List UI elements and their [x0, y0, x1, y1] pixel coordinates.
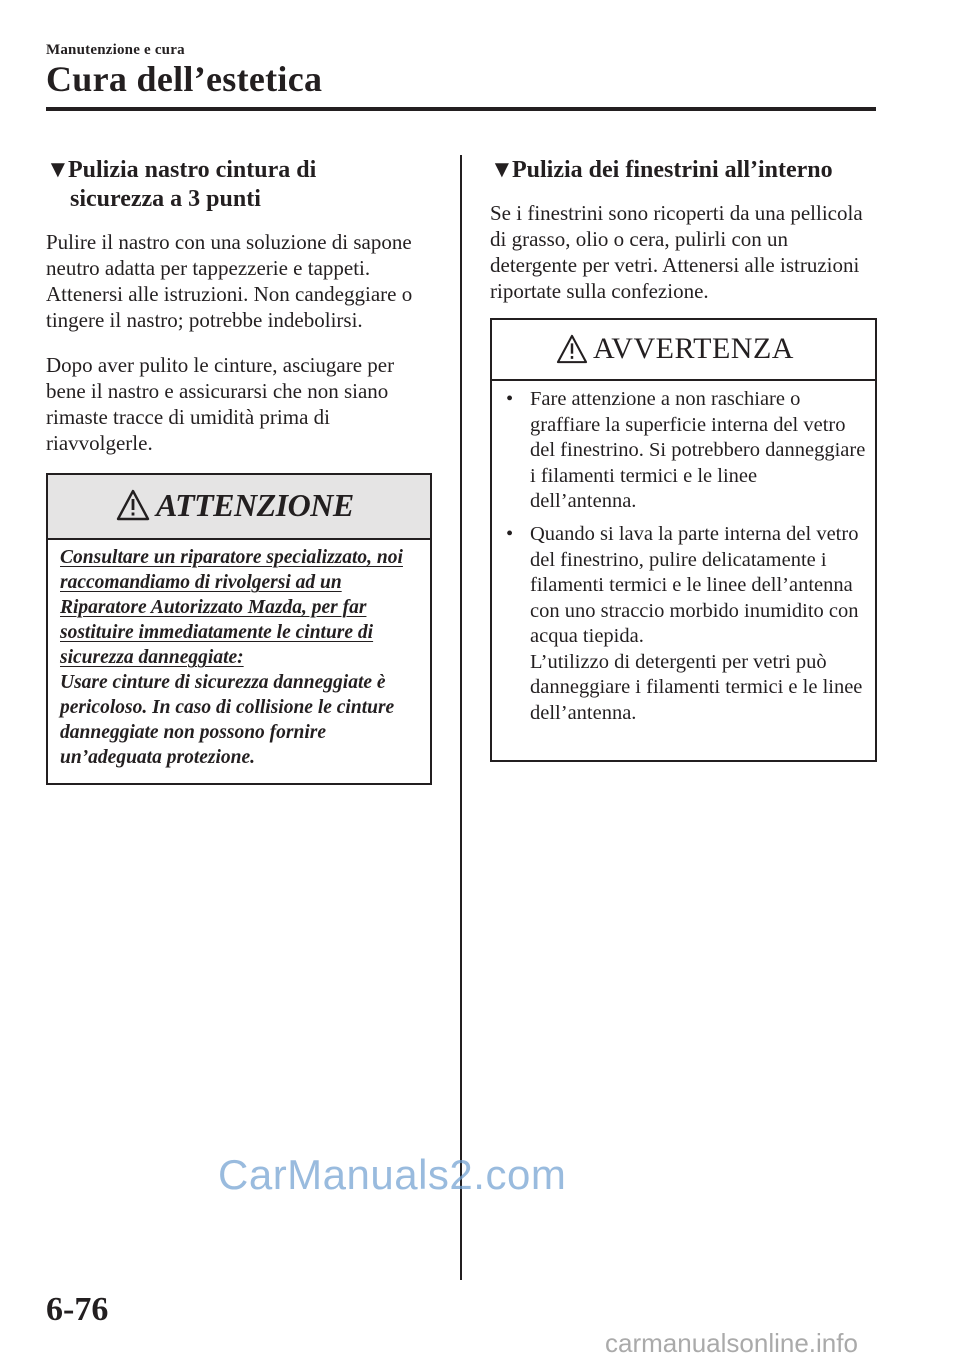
- caution-body: [60, 545, 422, 770]
- warning-title: AVVERTENZA: [593, 332, 794, 365]
- paragraph-windows-cleaning: Se i finestrini sono ricoperti da una pellicola di grasso, olio o cera, pulirli con un detergente per vetri. Attenersi alle istruzioni riportate sulla confezione.: [490, 201, 863, 303]
- heading-text: Pulizia dei finestrini all’interno: [512, 157, 833, 183]
- warning-list-item: [506, 387, 866, 515]
- caution-header: [48, 475, 430, 540]
- heading-marker-icon: ▼: [46, 157, 70, 183]
- heading-marker-icon: ▼: [490, 157, 514, 183]
- section-label: Manutenzione e cura: [46, 42, 185, 58]
- warning-triangle-icon: [116, 489, 150, 521]
- caution-text: Usare cinture di sicurezza danneggiate è pericoloso. In caso di collisione le cinture danneggiate non possono fornire un’adeguata protezione.: [60, 672, 395, 768]
- page-number: 6-76: [46, 1291, 109, 1328]
- warning-item-text: Fare attenzione a non raschiare o graffiare la superficie interna del vetro del finestrino. Si potrebbero danneggiare i filamenti termici e le linee dell’antenna.: [530, 388, 866, 512]
- heading-line-2: sicurezza a 3 punti: [70, 186, 261, 212]
- caution-box: [46, 473, 432, 785]
- caution-underlined-text: Consultare un riparatore specializzato, noi raccomandiamo di rivolgersi ad un Riparatore Autorizzato Mazda, per far sostituire immediatamente le cinture di sicurezza danneggiate:: [60, 547, 403, 668]
- footer-site-watermark: carmanualsonline.info: [605, 1328, 858, 1358]
- warning-item-text-continued: L’utilizzo di detergenti per vetri può danneggiare i filamenti termici e le linee dell’antenna.: [530, 650, 863, 724]
- watermark-logo: CarManuals2.com: [218, 1151, 567, 1198]
- column-divider: [460, 155, 462, 1280]
- paragraph-seatbelt-drying: Dopo aver pulito le cinture, asciugare per bene il nastro e assicurarsi che non siano rimaste tracce di umidità prima di riavvolgerle.: [46, 353, 395, 455]
- header-rule: [46, 107, 876, 111]
- section-heading-seatbelt: [46, 156, 446, 214]
- warning-header: [492, 320, 875, 381]
- section-heading-windows: [490, 156, 890, 185]
- paragraph-seatbelt-cleaning: Pulire il nastro con una soluzione di sapone neutro adatta per tappezzerie e tappeti. Attenersi alle istruzioni. Non candeggiare o tingere il nastro; potrebbe indebolirsi.: [46, 230, 413, 332]
- bullet-icon: •: [506, 388, 514, 410]
- warning-box: [490, 318, 877, 762]
- warning-item-text: Quando si lava la parte interna del vetro del finestrino, pulire delicatamente i filamenti termici e le linee dell’antenna con uno straccio morbido inumidito con acqua tiepida.: [530, 523, 859, 647]
- warning-list-item: [506, 522, 866, 726]
- page-title: Cura dell’estetica: [46, 59, 323, 99]
- heading-line-1: Pulizia nastro cintura di: [68, 157, 317, 183]
- caution-title: ATTENZIONE: [156, 487, 354, 523]
- warning-triangle-icon: [556, 334, 588, 364]
- bullet-icon: •: [506, 523, 514, 545]
